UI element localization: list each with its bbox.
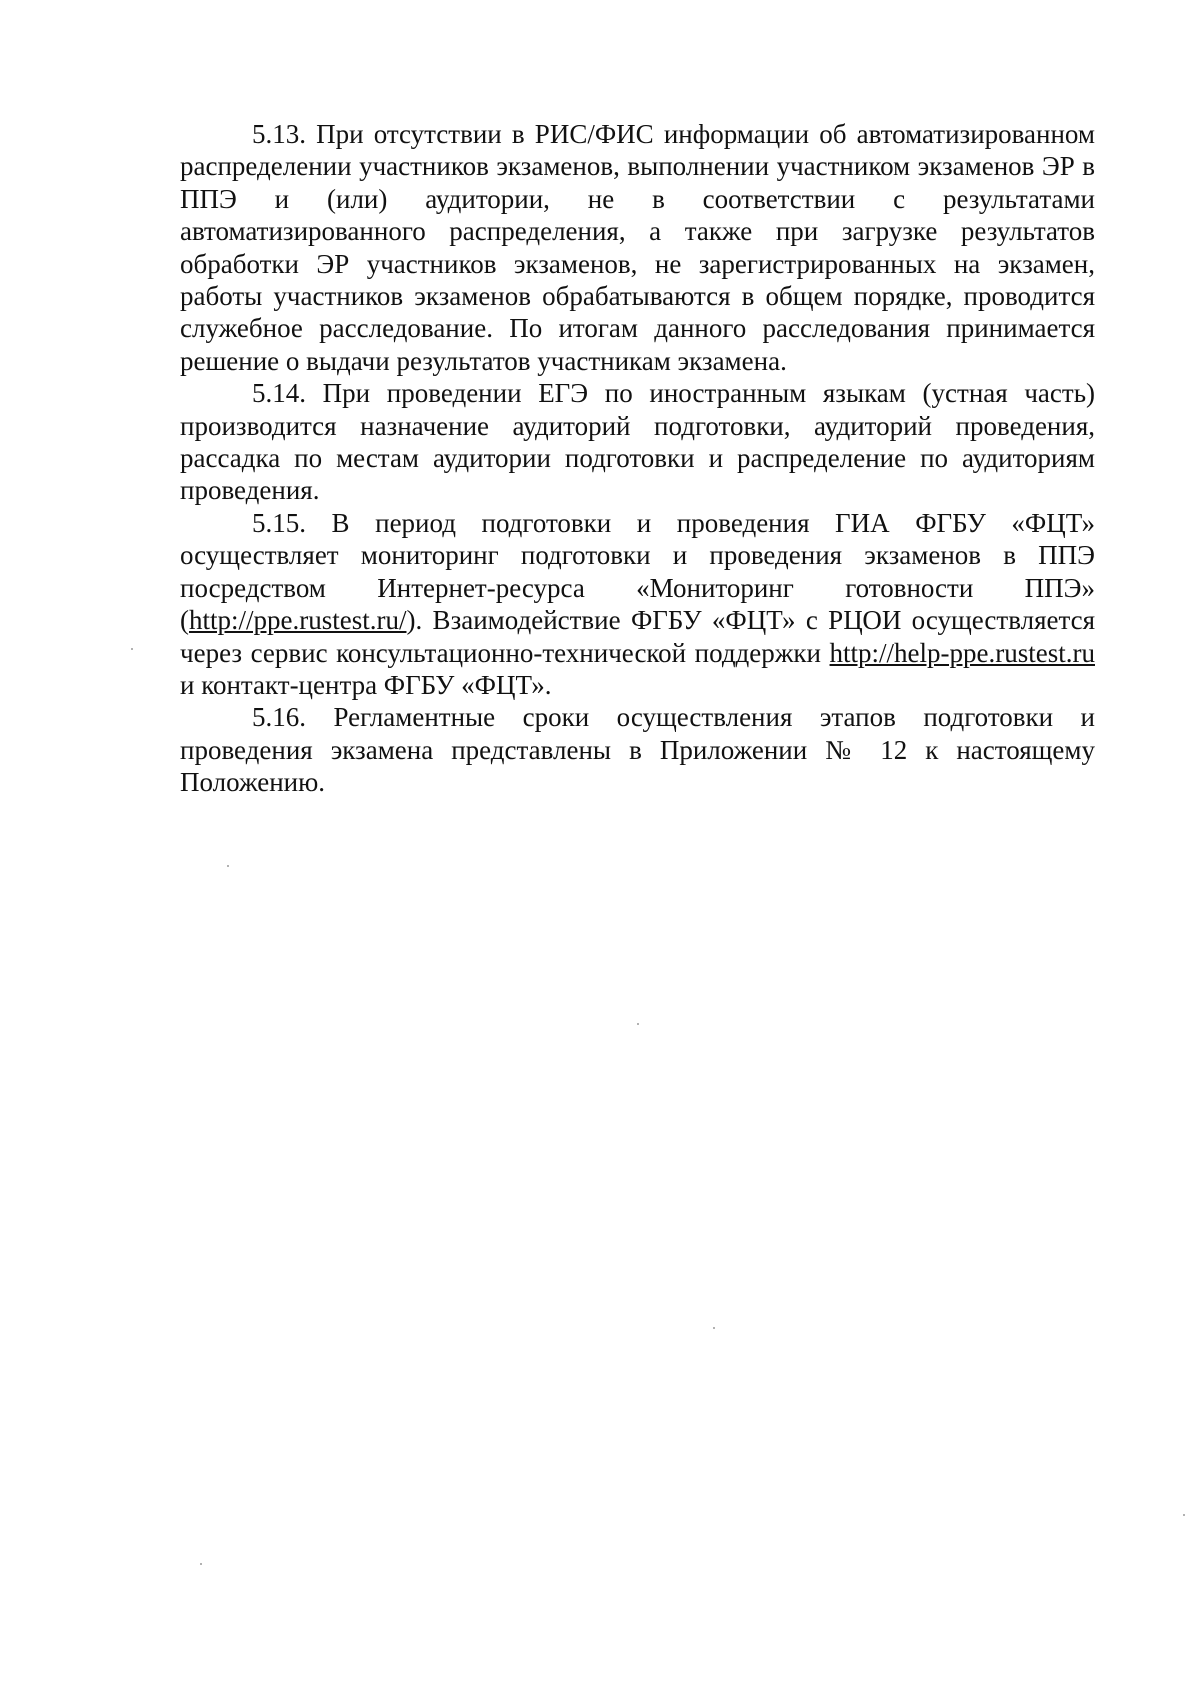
scan-speck [1183,1514,1185,1516]
paragraph-5-15 [180,507,1095,701]
paragraph-5-15-text-3: и контакт-центра ФГБУ «ФЦТ». [180,669,552,700]
paragraph-5-15-text-2: ). Взаимодействие ФГБУ «ФЦТ» с РЦОИ осуществляется через сервис консультационно-технической поддержки [180,605,1095,668]
scan-speck [131,648,133,650]
scan-speck [713,1327,715,1329]
scan-speck [637,1023,639,1025]
support-link[interactable]: http://help-ppe.rustest.ru [829,637,1095,668]
paragraph-5-15-text-1: 5.15. В период подготовки и проведения ГИА ФГБУ «ФЦТ» осуществляет мониторинг подготовки и проведения экзаменов в ППЭ посредством Интернет-ресурса «Мониторинг готовности ППЭ» ( [180,507,1095,636]
scan-speck [227,865,229,867]
monitoring-link[interactable]: http://ppe.rustest.ru/ [189,605,407,636]
paragraph-5-13: 5.13. При отсутствии в РИС/ФИС информации об автоматизированном распределении участников экзаменов, выполнении участником экзаменов ЭР в ППЭ и (или) аудитории, не в соответствии с результатами автоматизированного распределения, а также при загрузке результатов обработки ЭР участников экзаменов, не зарегистрированных на экзамен, работы участников экзаменов обрабатываются в общем порядке, проводится служебное расследование. По итогам данного расследования принимается решение о выдачи результатов участникам экзамена. [180,119,1095,376]
paragraph-5-14: 5.14. При проведении ЕГЭ по иностранным языкам (устная часть) производится назначение аудиторий подготовки, аудиторий проведения, рассадка по местам аудитории подготовки и распределение по аудиториям проведения. [180,378,1095,506]
paragraph-5-16: 5.16. Регламентные сроки осуществления этапов подготовки и проведения экзамена представлены в Приложении № 12 к настоящему Положению. [180,702,1095,798]
scan-speck [200,1563,202,1565]
document-body [180,118,1095,799]
